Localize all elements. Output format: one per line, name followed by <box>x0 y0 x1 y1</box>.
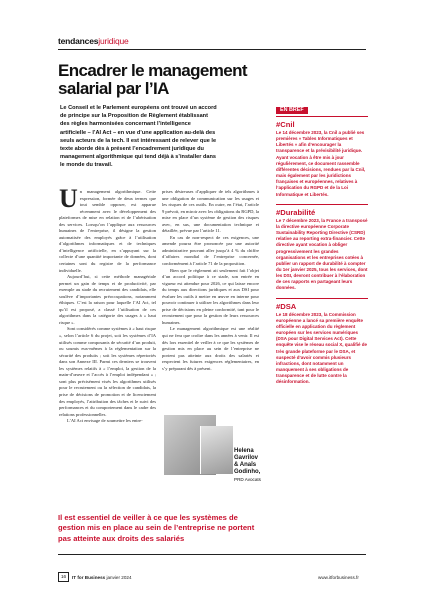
author-firm: PRD Avocats <box>234 477 261 482</box>
author-name-line: Godinho, <box>234 469 261 475</box>
lead-text: Le Conseil et le Parlement européens ont trouvé un accord de principe sur la Proposition de Règlement établissant des règles harmonisées concernant l’intelligence artificielle – l’AI Act – en vue d’une application au-delà des seuls acteurs de la tech. Il est intéressant de relever que le texte aborde dès à présent l’encadrement juridique du management algorithmique qui tend déjà à s’installer dans le monde du travail. <box>60 105 217 169</box>
body-paragraph: En cas de non-respect de ces exigences, une amende pourra être prononcée par une autorité administrative pouvant aller jusqu’à 4 % du chiffre d’affaires mondial de l’entreprise concernée, conformément à l’article 71 de la proposition. <box>162 234 259 267</box>
body-col1-p1: n management algorithmique. Cette expression, formée de deux termes que tout semble opposer, est apparue récemment avec le développement des plateformes de mise en relation et de l’ubérisation des services. Lorsqu’on l’applique aux ressources humaines de l’entreprise, il désigne la gestion automatisée des employés grâce à l’utilisation d’algorithmes informatiques et de techniques d’intelligence artificielle, en s’appuyant sur la collecte d’une quantité importante de données, dont certaines sont du registre de la performance individuelle. <box>59 189 156 273</box>
author-byline <box>234 448 284 476</box>
sidebar-heading-durabilite: #Durabilité <box>276 207 316 217</box>
author-name-line: Gavrilov <box>234 455 259 461</box>
page-number: 16 <box>58 572 69 582</box>
sidebar-text-dsa: Le 18 décembre 2023, la Commission européenne a lancé sa première enquête officielle en application du règlement européen sur les services numériques (DSA pour Digital Services Act). Cette enquête vise le réseau social X, qualifié de très grande plateforme par le DSA, et suspecté d’avoir commis plusieurs infractions, dont notamment un manquement à ses obligations de transparence et de lutte contre la désinformation. <box>276 311 368 385</box>
sidebar-rule <box>276 298 368 299</box>
sidebar-rule <box>276 204 368 205</box>
footer-url: www.itforbusiness.fr <box>318 575 359 580</box>
body-column-1 <box>59 184 156 425</box>
section-sub: juridique <box>98 36 129 46</box>
lead-paragraph <box>60 104 218 170</box>
body-paragraph: Sont considérés comme systèmes à « haut risque », selon l’article 6 du projet, soit les systèmes d’IA utilisés comme composants de sécurité d’un produit, ou soumis eux-mêmes à la réglementation sur la sécurité des produits ; soit les systèmes répertoriés dans son Annexe III. Parmi ces derniers se trouvent les systèmes relatifs à « l’emploi, la gestion de la main-d’œuvre et l’accès à l’emploi indépendant » ; sont plus précisément visés les algorithmes utilisés pour le recrutement ou la sélection de candidats, la prise de décisions de promotion et de licenciement des employés, l’attribution des tâches et le suivi des performances et du comportement dans le cadre des relations professionnelles. <box>59 326 156 417</box>
sidebar-text-durabilite: Le 7 décembre 2023, la France a transposé la directive européenne Corporate Sustainability Reporting Directive (CSRD) relative au reporting extra-financier. Cette directive ayant vocation à obliger progressivement les grandes organisations et les entreprises cotées à publier un rapport de durabilité à compter du 1er janvier 2025, tous les services, dont les DSI, devront contribuer à l’élaboration de ces rapports en partageant leurs données. <box>276 217 368 291</box>
sidebar-heading-dsa: #DSA <box>276 301 297 311</box>
header-rule <box>58 49 366 50</box>
issue-date: janvier 2024 <box>106 575 132 580</box>
body-paragraph: Aujourd’hui, si cette méthode managériale permet un gain de temps et de productivité, par exemple au stade du recrutement des candidats, elle soulève d’importantes préoccupations, notamment éthiques. C’est la raison pour laquelle l’AI Act, tel qu’il est proposé, a classé l’utilisation de ces algorithmes dans la catégorie des usages à « haut risque ». <box>59 274 156 325</box>
body-column-2 <box>162 189 259 372</box>
en-bref-sidebar <box>276 98 368 391</box>
sidebar-heading-cnil: #Cnil <box>276 120 295 129</box>
sidebar-rule <box>276 116 368 117</box>
footer-magazine <box>72 575 132 580</box>
author-name-line: & Anaïs <box>234 462 257 468</box>
section-main: tendances <box>58 36 99 46</box>
headline: Encadrer le management salarial par l’IA <box>58 61 247 98</box>
body-paragraph: prises désireuses d’appliquer de tels algorithmes à une obligation de communication sur les usages et les risques de ces outils. En outre, en l’état, l’article 9 prévoit, en miroir avec les obligations du RGPD, la mise en place d’un système de gestion des risques avec, en sus, une documentation technique et détaillée, prévue par l’article 11. <box>162 189 259 234</box>
body-paragraph <box>59 184 156 274</box>
magazine-name: IT for Business <box>72 575 106 580</box>
author-name-line: Helena <box>234 448 254 454</box>
body-paragraph: L’AI Act envisage de soumettre les entre- <box>67 418 143 424</box>
author-photo-2 <box>200 426 233 474</box>
body-paragraph: Le management algorithmique est une réalité qui ne fera que croître dans les années à venir. Il est dès lors essentiel de veiller à ce que les systèmes de gestion mis en place au sein de l’entreprise ne portent pas atteinte aux droits des salariés et respectent les futures exigences réglementaires, en s’y préparant dès à présent. <box>162 326 259 371</box>
sidebar-text-cnil: Le 14 décembre 2023, la Cnil a publié ses premières « Tables Informatiques et Libertés » afin d’encourager la transparence et la prévisibilité juridique. Ayant vocation à être mis à jour régulièrement, ce document rassemble différentes décisions, rendues par la Cnil, mais également par les juridictions françaises et européennes, relatives à l’application du RGPD et de la Loi Informatique et Libertés. <box>276 130 366 197</box>
body-paragraph: Bien que le règlement ait seulement fait l’objet d’un accord politique à ce stade, son entrée en vigueur est attendue pour 2026, ce qui laisse encore du temps aux directions juridiques et aux DSI pour évaluer les outils à mettre en œuvre en interne pour pouvoir continuer à utiliser les algorithmes dans leur prise de décisions en pleine conformité, tant pour le recrutement que pour la gestion de leurs ressources humaines. <box>162 267 259 325</box>
drop-cap: U <box>59 184 78 213</box>
section-tag <box>58 36 129 46</box>
pull-quote: Il est essentiel de veiller à ce que les systèmes de gestion mis en place au sein de l’entreprise ne portent pas atteinte aux droits des salariés <box>58 513 255 543</box>
sidebar-label: EN BREF <box>276 107 308 114</box>
footer-rule <box>58 554 366 555</box>
